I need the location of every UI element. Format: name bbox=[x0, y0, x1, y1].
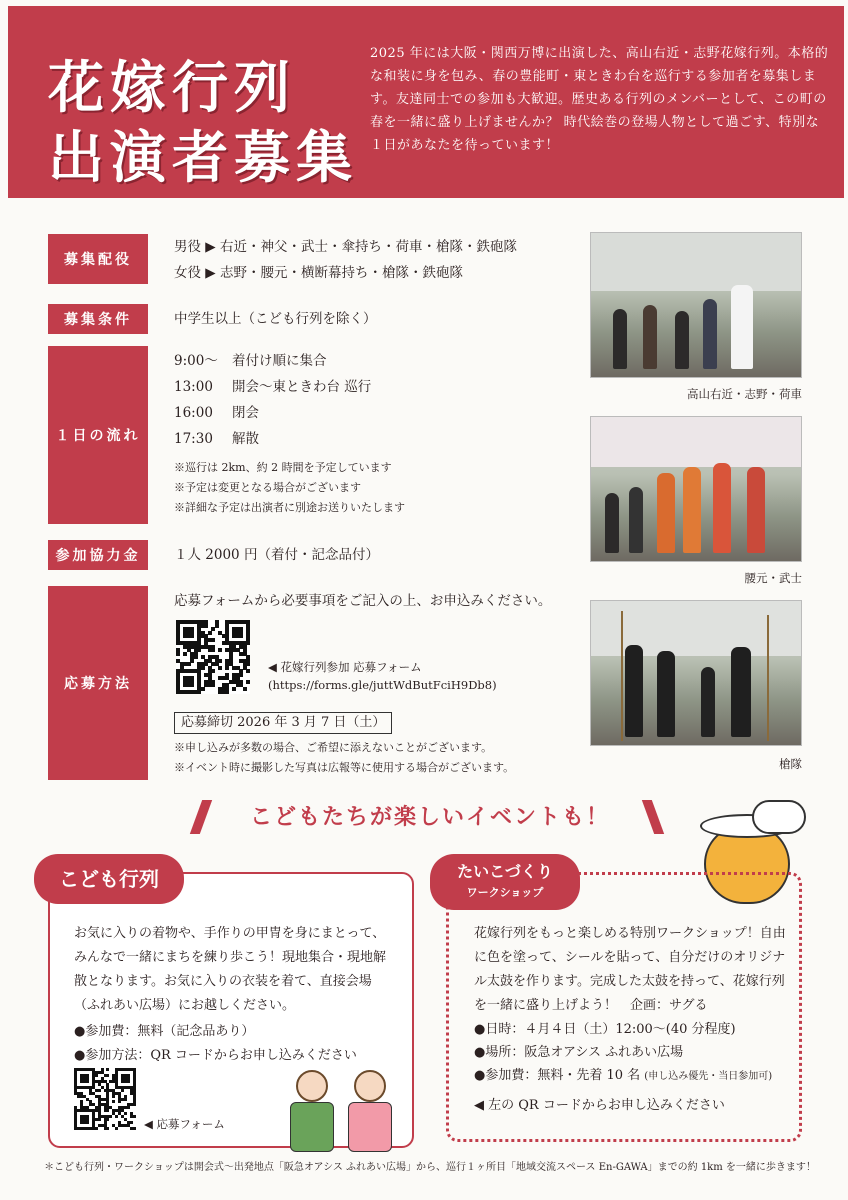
photo-caption: 槍隊 bbox=[779, 757, 802, 771]
kids-form-link[interactable]: ◀ 応募フォーム bbox=[144, 1117, 225, 1131]
kids-banner: こどもたちが楽しいイベントも！ bbox=[249, 805, 610, 830]
photo-ukon-shino bbox=[590, 232, 802, 378]
banner-mark-left bbox=[190, 800, 212, 834]
schedule-list bbox=[174, 348, 405, 518]
schedule-item: 9:00〜 着付け順に集合 bbox=[174, 353, 327, 369]
workshop-details: ●日時：４月４日（土）12:00〜(40 分程度) ●場所：阪急オアシス ふれあい広場 ●参加費：無料・先着 10 名 (申し込み優先・当日参加可) ◀ 左の QR コードからお申し込みください bbox=[474, 1022, 773, 1113]
kids-parade-title: こども行列 bbox=[34, 854, 184, 904]
apply-text: 応募フォームから必要事項をご記入の上、お申込みください。 bbox=[174, 593, 552, 609]
page-title-line1: 花嫁行列 bbox=[48, 56, 296, 121]
roles-label: 募集配役 bbox=[48, 234, 148, 284]
kids-qr-code[interactable] bbox=[74, 1068, 136, 1130]
fee-label: 参加協力金 bbox=[48, 540, 148, 570]
fee-text: １人 2000 円（着付・記念品付） bbox=[174, 547, 379, 563]
banner-mark-right bbox=[642, 800, 664, 834]
apply-form-link[interactable]: ◀ 花嫁行列参加 応募フォーム (https://forms.gle/juttWdButFciH9Db8) bbox=[268, 660, 497, 692]
schedule-item: 13:00 開会〜東ときわ台 巡行 bbox=[174, 379, 372, 395]
apply-deadline: 応募締切 2026 年 3 月 7 日（土） bbox=[174, 712, 392, 734]
workshop-body: 花嫁行列をもっと楽しめる特別ワークショップ！自由に色を塗って、シールを貼って、自分だけのオリジナル太鼓を作ります。完成した太鼓を持って、花嫁行列を一緒に盛り上げよう！ 企画：サグる bbox=[474, 926, 786, 1013]
apply-notes: ※申し込みが多数の場合、ご希望に添えないことがございます。 ※イベント時に撮影した写真は広報等に使用する場合がございます。 bbox=[174, 741, 515, 774]
page-title-line2: 出演者募集 bbox=[48, 126, 358, 191]
roles-male: 男役 ▶ 右近・神父・武士・傘持ち・荷車・槍隊・鉄砲隊 bbox=[174, 239, 517, 255]
conditions-label: 募集条件 bbox=[48, 304, 148, 334]
photo-caption: 高山右近・志野・荷車 bbox=[687, 387, 802, 401]
apply-qr-code[interactable] bbox=[176, 620, 250, 694]
kids-illustration-icon bbox=[282, 1070, 412, 1158]
intro-text: 2025 年には大阪・関西万博に出演した、高山右近・志野花嫁行列。本格的な和装に身を包み、春の豊能町・東ときわ台を巡行する参加者を募集します。友達同士での参加も大歓迎。歴史ある行列のメンバーとして、この町の春を一緒に盛り上げませんか？ 時代絵巻の登場人物として過ごす、特別な１日があなたを待っています！ bbox=[370, 46, 829, 153]
footnote: ＊こども行列・ワークショップは開会式〜出発地点「阪急オアシス ふれあい広場」から、巡行１ヶ所目「地域交流スペース En-GAWA」までの約 1km を一緒に歩きます！ bbox=[44, 1162, 816, 1173]
photo-koshimoto-bushi bbox=[590, 416, 802, 562]
kids-parade-details: ●参加費：無料（記念品あり） ●参加方法：QR コードからお申し込みください bbox=[74, 1024, 357, 1063]
workshop-subtitle: ワークショップ bbox=[466, 886, 544, 899]
schedule-notes: ※巡行は 2km、約 2 時間を予定しています ※予定は変更となる場合がございます ※詳細な予定は出演者に別途お送りいたします bbox=[174, 461, 405, 514]
photo-caption: 腰元・武士 bbox=[744, 571, 802, 585]
roles-content bbox=[174, 234, 517, 286]
conditions-text: 中学生以上（こども行列を除く） bbox=[174, 311, 377, 327]
schedule-item: 16:00 閉会 bbox=[174, 405, 259, 421]
kids-parade-body: お気に入りの着物や、手作りの甲冑を身にまとって、みんなで一緒にまちを練り歩こう！現地集合・現地解散となります。お気に入りの衣装を着て、直接会場（ふれあい広場）にお越しください。 bbox=[74, 926, 387, 1013]
photo-yaritai bbox=[590, 600, 802, 746]
schedule-item: 17:30 解散 bbox=[174, 431, 259, 447]
workshop-title-pill bbox=[430, 854, 580, 910]
header-banner bbox=[8, 6, 844, 198]
schedule-label: １日の流れ bbox=[48, 346, 148, 524]
apply-label: 応募方法 bbox=[48, 586, 148, 780]
roles-female: 女役 ▶ 志野・腰元・横断幕持ち・槍隊・鉄砲隊 bbox=[174, 265, 463, 281]
workshop-title: たいこづくり bbox=[457, 862, 553, 881]
